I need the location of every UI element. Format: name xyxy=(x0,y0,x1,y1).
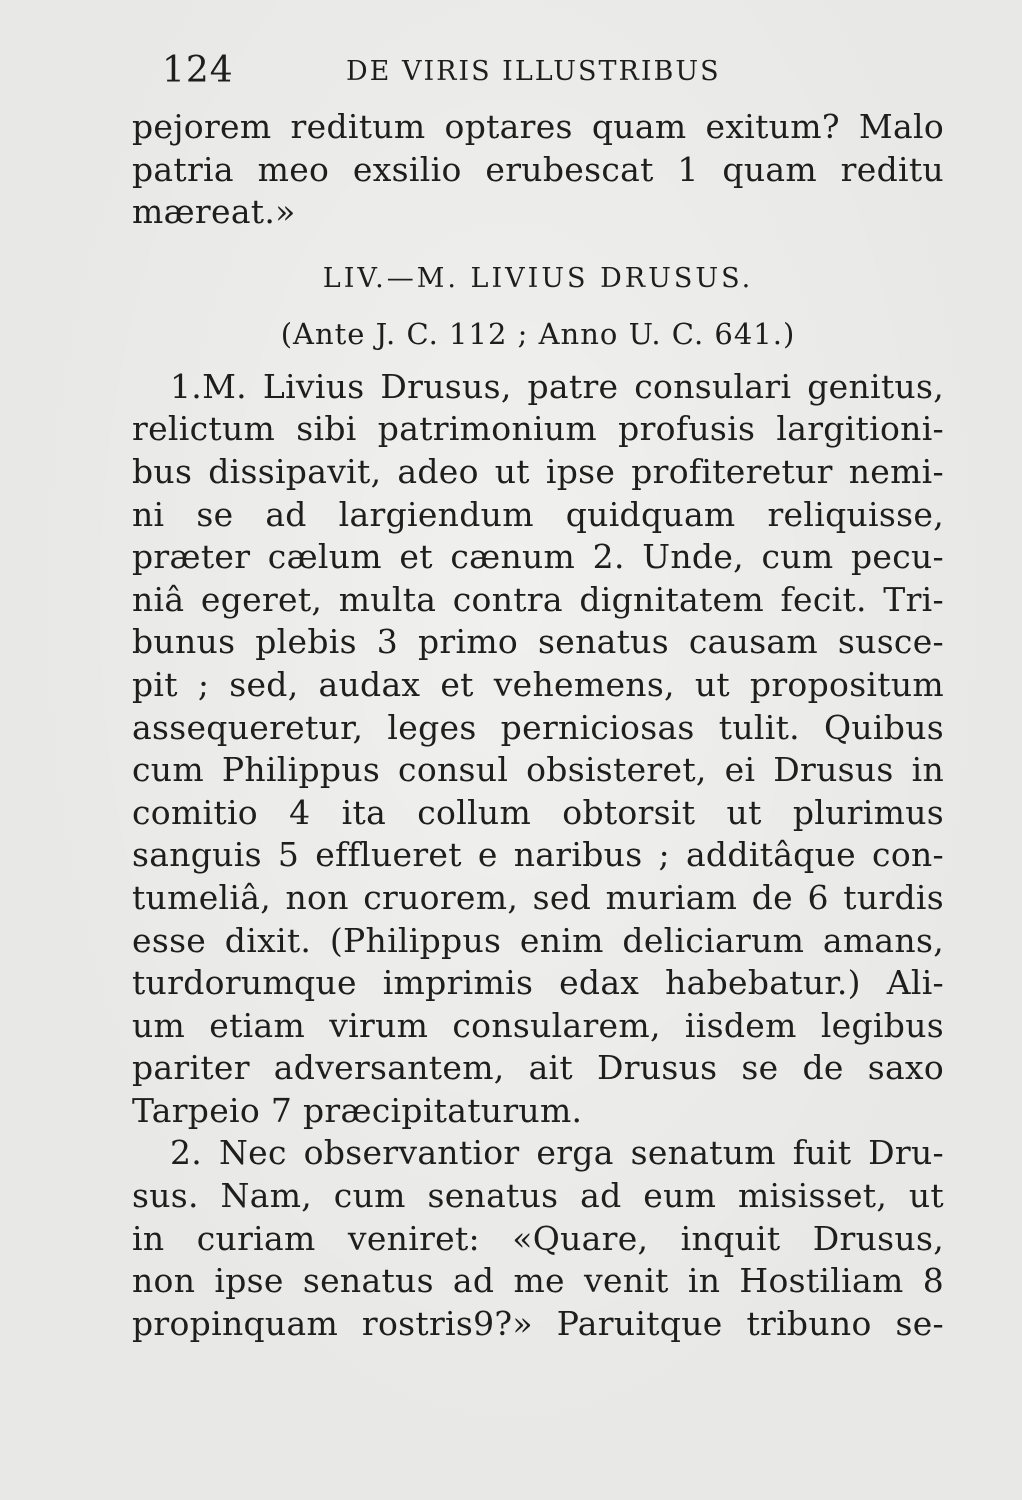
text-line: bunus plebis 3 primo senatus causam susce- xyxy=(132,622,944,662)
text-line: ni se ad largiendum quidquam reliquisse, xyxy=(132,494,944,534)
text-line: cum Philippus consul obsisteret, ei Drusus in xyxy=(132,750,944,790)
text-line: turdorumque imprimis edax habebatur.) Ali- xyxy=(132,963,944,1003)
text-line: pejorem reditum optares quam exitum? Malo xyxy=(132,107,944,146)
running-title: DE VIRIS ILLUSTRIBUS xyxy=(346,56,721,87)
text-line: pariter adversantem, ait Drusus se de saxo xyxy=(132,1048,944,1088)
text-line: assequeretur, leges perniciosas tulit. Quibus xyxy=(132,707,944,747)
text-line: in curiam veniret: «Quare, inquit Drusus, xyxy=(132,1218,944,1258)
chapter-heading: LIV.—M. LIVIUS DRUSUS. xyxy=(322,262,754,294)
text-line: 1.M. Livius Drusus, patre consulari genitus, xyxy=(170,366,944,406)
text-line: propinquam rostris9?» Paruitque tribuno se- xyxy=(132,1303,944,1343)
text-line: tumeliâ, non cruorem, sed muriam de 6 turdis xyxy=(132,877,944,917)
text-block xyxy=(132,106,944,1345)
text-line: sanguis 5 efflueret e naribus ; additâque con- xyxy=(132,835,944,875)
text-line: niâ egeret, multa contra dignitatem fecit. Tri- xyxy=(132,579,944,619)
text-line: Tarpeio 7 præcipitaturum. xyxy=(132,1090,583,1130)
text-line: 2. Nec observantior erga senatum fuit Dru- xyxy=(170,1133,944,1173)
page-number: 124 xyxy=(162,50,234,91)
paragraph-2 xyxy=(132,1132,944,1345)
paragraph-1 xyxy=(132,366,944,1133)
text-line: præter cælum et cænum 2. Unde, cum pecu- xyxy=(132,537,944,577)
text-line: non ipse senatus ad me venit in Hostiliam 8 xyxy=(132,1261,944,1301)
text-line: relictum sibi patrimonium profusis largitioni- xyxy=(132,409,944,449)
text-line: bus dissipavit, adeo ut ipse profiteretur nemi- xyxy=(132,451,944,491)
text-line: patria meo exsilio erubescat 1 quam reditu xyxy=(132,149,944,189)
text-line: mæreat.» xyxy=(132,192,296,232)
running-head xyxy=(132,44,944,106)
text-line: pit ; sed, audax et vehemens, ut propositum xyxy=(132,664,944,704)
text-line: esse dixit. (Philippus enim deliciarum amans, xyxy=(132,920,944,960)
chapter-date: (Ante J. C. 112 ; Anno U. C. 641.) xyxy=(280,316,796,351)
text-line: sus. Nam, cum senatus ad eum misisset, ut xyxy=(132,1176,944,1216)
intro-paragraph xyxy=(132,106,944,234)
text-line: um etiam virum consularem, iisdem legibus xyxy=(132,1005,944,1045)
text-line: comitio 4 ita collum obtorsit ut plurimus xyxy=(132,792,944,832)
